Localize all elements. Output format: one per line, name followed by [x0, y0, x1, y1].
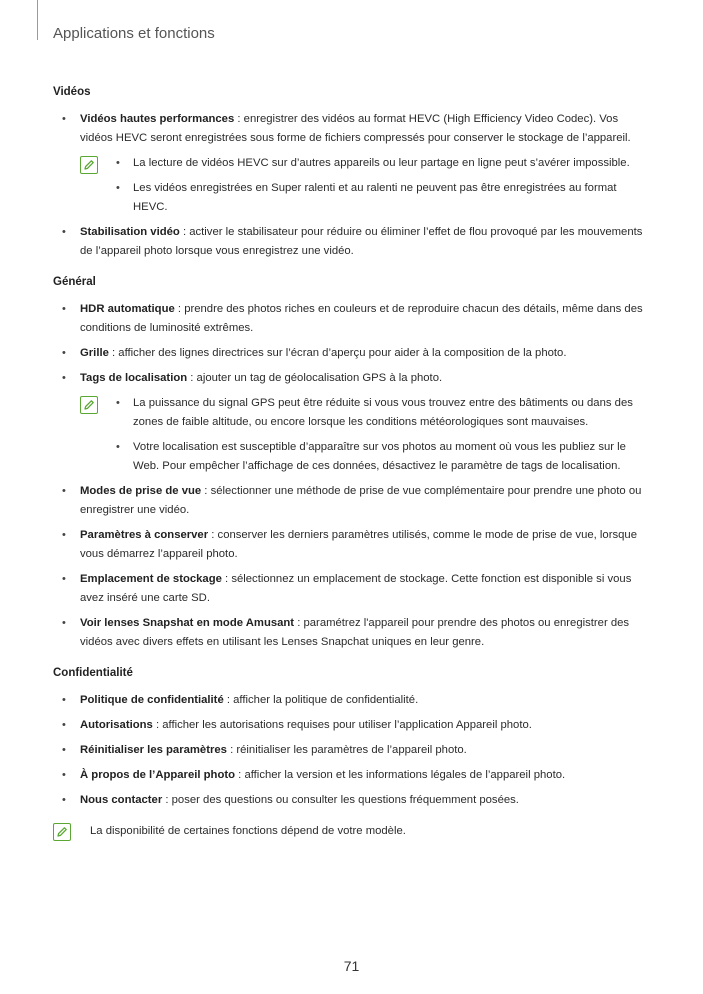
note-pencil-icon	[80, 156, 98, 174]
list-item	[53, 482, 653, 520]
item-text: : conserver les derniers paramètres utilisés, comme le mode de prise de vue, lorsque vous démarrez l’appareil photo.	[80, 529, 637, 560]
item-term: À propos de l’Appareil photo	[80, 769, 236, 781]
item-text: : sélectionnez un emplacement de stockage. Cette fonction est disponible si vous avez inséré une carte SD.	[80, 573, 632, 604]
item-text: : sélectionner une méthode de prise de vue complémentaire pour prendre une photo ou enregistrer une vidéo.	[80, 485, 642, 516]
note-text: La puissance du signal GPS peut être réduite si vous vous trouvez entre des bâtiments ou dans des zones de faible altitude, ou encore lorsque les conditions météorologiques sont mauvaises.	[133, 397, 633, 428]
list-item	[53, 344, 653, 363]
section-videos	[53, 83, 653, 261]
header-rule	[37, 0, 38, 40]
item-term: Modes de prise de vue	[80, 485, 202, 497]
note-text: La lecture de vidéos HEVC sur d’autres appareils ou leur partage en ligne peut s’avérer impossible.	[133, 157, 630, 169]
bullet: •	[62, 694, 66, 706]
item-term: Emplacement de stockage	[80, 573, 222, 585]
note-block	[53, 154, 653, 217]
bullet: •	[62, 485, 66, 497]
final-note	[53, 822, 653, 841]
item-term: Stabilisation vidéo	[80, 226, 180, 238]
bullet: •	[62, 769, 66, 781]
item-term: Vidéos hautes performances	[80, 113, 235, 125]
note-block	[53, 394, 653, 476]
list-item	[53, 223, 653, 261]
item-term: Voir lenses Snapshat en mode Amusant	[80, 617, 295, 629]
item-term: HDR automatique	[80, 303, 175, 315]
bullet: •	[116, 441, 120, 453]
bullet: •	[62, 617, 66, 629]
bullet: •	[62, 529, 66, 541]
note-pencil-icon	[53, 823, 71, 841]
item-text: : afficher la politique de confidentialité.	[223, 694, 419, 706]
list-item	[53, 691, 653, 710]
bullet: •	[116, 157, 120, 169]
bullet: •	[62, 372, 66, 384]
list-item	[53, 741, 653, 760]
item-text: : afficher les autorisations requises pour utiliser l’application Appareil photo.	[152, 719, 532, 731]
page-content	[53, 83, 653, 841]
list-item	[53, 300, 653, 338]
item-text: : paramétrez l'appareil pour prendre des photos ou enregistrer des vidéos avec divers effets en utilisant les Lenses Snapchat uniques en leur genre.	[80, 617, 630, 648]
bullet: •	[116, 397, 120, 409]
list-item	[53, 791, 653, 810]
bullet: •	[62, 573, 66, 585]
list-item	[53, 526, 653, 564]
item-term: Politique de confidentialité	[80, 694, 224, 706]
item-text: : poser des questions ou consulter les questions fréquemment posées.	[162, 794, 519, 806]
bullet: •	[62, 303, 66, 315]
note-text: Votre localisation est susceptible d’apparaître sur vos photos au moment où vous les publiez sur le Web. Pour empêcher l’affichage de ces données, désactivez le paramètre de tags de localisation.	[133, 441, 626, 472]
item-text: : afficher des lignes directrices sur l’écran d’aperçu pour aider à la composition de la photo.	[108, 347, 567, 359]
item-term: Autorisations	[80, 719, 153, 731]
section-general	[53, 273, 653, 652]
list-item	[53, 716, 653, 735]
final-note-text: La disponibilité de certaines fonctions dépend de votre modèle.	[90, 825, 406, 837]
list-item	[53, 766, 653, 785]
page-header-title: Applications et fonctions	[53, 25, 215, 42]
list-item	[53, 369, 653, 388]
bullet: •	[62, 226, 66, 238]
item-text: : activer le stabilisateur pour réduire ou éliminer l’effet de flou provoqué par les mouvements de l’appareil photo lorsque vous enregistrez une vidéo.	[80, 226, 643, 257]
item-text: : prendre des photos riches en couleurs et de reproduire chacun des détails, même dans des conditions de luminosité extrêmes.	[80, 303, 643, 334]
page-number: 71	[343, 958, 360, 974]
note-text: Les vidéos enregistrées en Super ralenti et au ralenti ne peuvent pas être enregistrées au format HEVC.	[133, 182, 617, 213]
bullet: •	[62, 719, 66, 731]
bullet: •	[62, 347, 66, 359]
item-term: Nous contacter	[80, 794, 163, 806]
list-item	[53, 110, 653, 148]
note-pencil-icon	[80, 396, 98, 414]
note-item	[107, 394, 653, 432]
item-term: Tags de localisation	[80, 372, 188, 384]
item-term: Réinitialiser les paramètres	[80, 744, 227, 756]
bullet: •	[116, 182, 120, 194]
section-title: Général	[53, 276, 96, 288]
section-privacy	[53, 664, 653, 810]
bullet: •	[62, 794, 66, 806]
item-term: Grille	[80, 347, 109, 359]
note-item	[107, 179, 653, 217]
section-title: Vidéos	[53, 86, 91, 98]
list-item	[53, 614, 653, 652]
note-item	[107, 438, 653, 476]
item-text: : enregistrer des vidéos au format HEVC (High Efficiency Video Codec). Vos vidéos HEVC seront enregistrées sous forme de fichiers compressés pour conserver le stockage de l’appareil.	[80, 113, 631, 144]
item-term: Paramètres à conserver	[80, 529, 209, 541]
bullet: •	[62, 113, 66, 125]
item-text: : ajouter un tag de géolocalisation GPS à la photo.	[187, 372, 443, 384]
item-text: : afficher la version et les informations légales de l’appareil photo.	[235, 769, 566, 781]
list-item	[53, 570, 653, 608]
note-item	[107, 154, 653, 173]
section-title: Confidentialité	[53, 667, 133, 679]
bullet: •	[62, 744, 66, 756]
item-text: : réinitialiser les paramètres de l’appareil photo.	[226, 744, 467, 756]
